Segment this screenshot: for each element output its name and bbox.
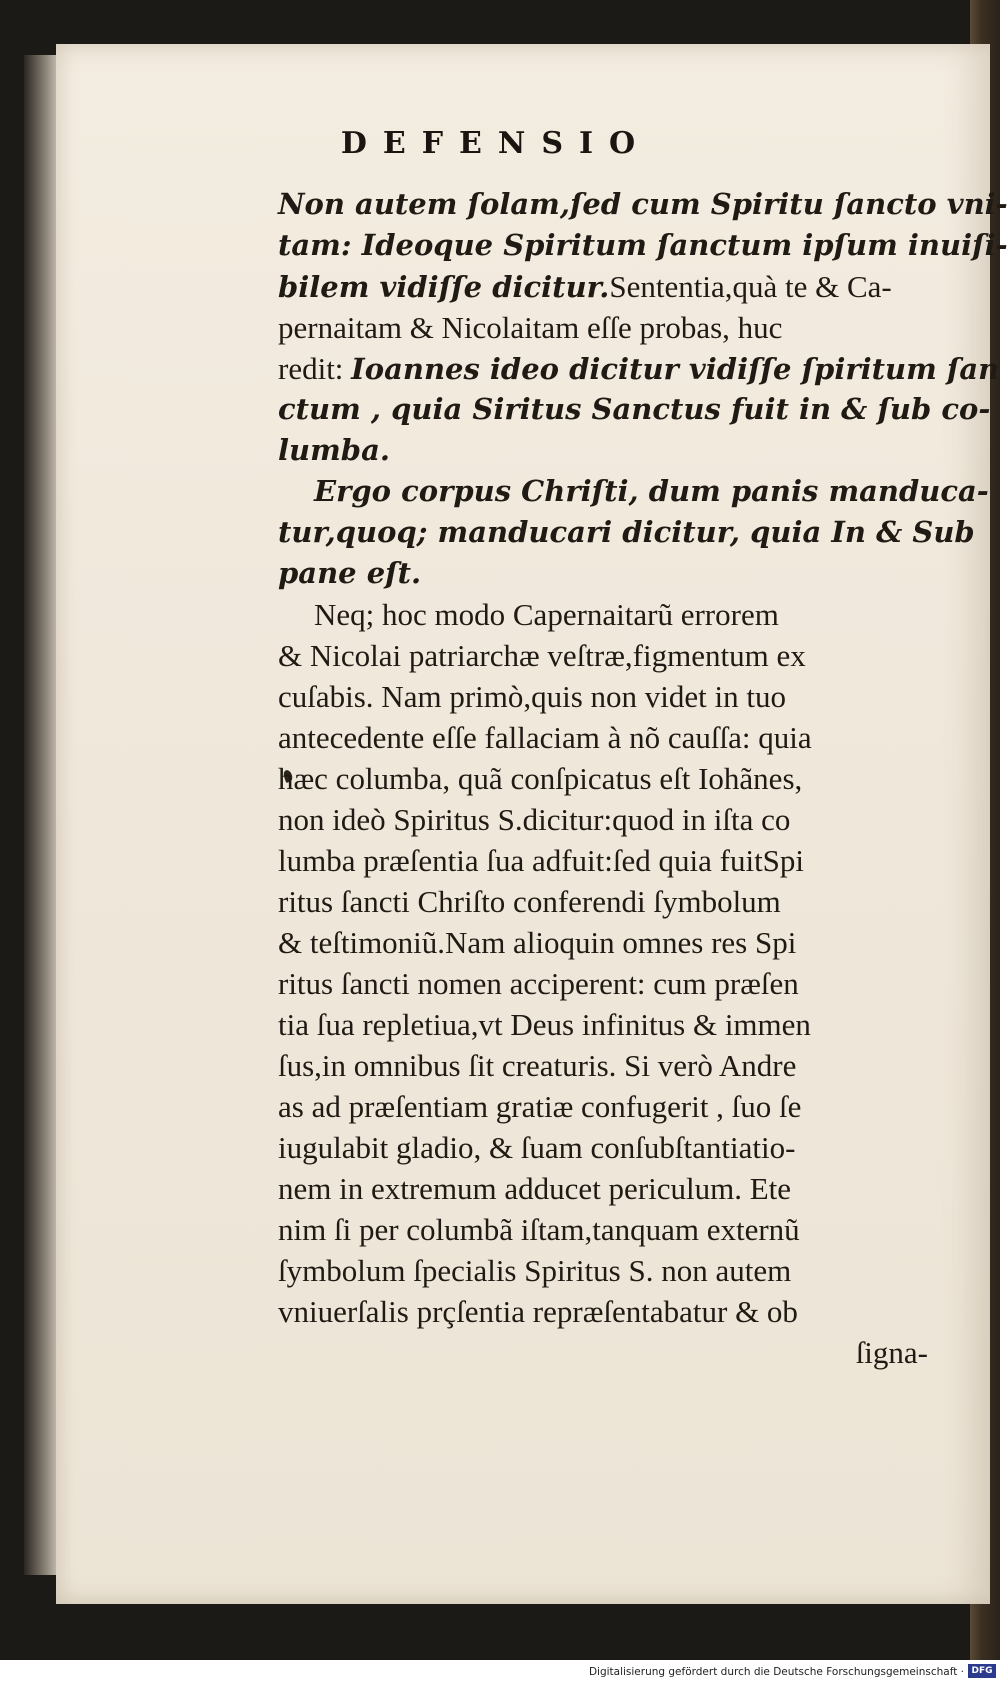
text-block bbox=[278, 184, 1008, 1373]
page-edge-left bbox=[24, 55, 60, 1575]
text-line: ſus,in omnibus ſit creaturis. Si verò Andre bbox=[278, 1048, 797, 1083]
text-line: nem in extremum adducet periculum. Ete bbox=[278, 1171, 792, 1206]
text-line: & Nicolai patriarchæ veſtræ,figmentum ex bbox=[278, 638, 806, 673]
text-line: lumba. bbox=[278, 433, 390, 467]
text-line: ctum , quia Siritus Sanctus fuit in & ſub co- bbox=[278, 392, 991, 426]
text-line: tam: Ideoque Spiritum ſanctum ipſum inuiſi- bbox=[278, 228, 1008, 262]
text-line: tia ſua repletiua,vt Deus infinitus & immen bbox=[278, 1007, 811, 1042]
text-line: nim ſi per columbã iſtam,tanquam externũ bbox=[278, 1212, 800, 1247]
text-line: bilem vidiſſe dicitur.Sententia,quà te & Ca- bbox=[278, 269, 892, 304]
text-line: Neq; hoc modo Capernaitarũ errorem bbox=[314, 597, 779, 632]
funding-credit: Digitalisierung gefördert durch die Deutsche Forschungsgemeinschaft · bbox=[588, 1666, 964, 1678]
text-line: tur,quoq; manducari dicitur, quia In & Sub bbox=[278, 515, 975, 549]
running-head: DEFENSIO bbox=[340, 126, 652, 161]
text-line: pernaitam & Nicolaitam eſſe probas, huc bbox=[278, 310, 783, 345]
text-line: ſymbolum ſpecialis Spiritus S. non autem bbox=[278, 1253, 792, 1288]
text-line: ritus ſancti nomen acciperent: cum præſen bbox=[278, 966, 799, 1001]
text-line: & teſtimoniũ.Nam alioquin omnes res Spi bbox=[278, 925, 797, 960]
text-line: ritus ſancti Chriſto conferendi ſymbolum bbox=[278, 884, 781, 919]
text-line: as ad præſentiam gratiæ confugerit , ſuo ſe bbox=[278, 1089, 802, 1124]
text-line: hæc columba, quã conſpicatus eſt Iohãnes, bbox=[278, 761, 803, 796]
text-line: iugulabit gladio, & ſuam conſubſtantiatio- bbox=[278, 1130, 796, 1165]
text-line: antecedente eſſe fallaciam à nõ cauſſa: quia bbox=[278, 720, 812, 755]
text-line: non ideò Spiritus S.dicitur:quod in iſta co bbox=[278, 802, 791, 837]
text-line: cuſabis. Nam primò,quis non videt in tuo bbox=[278, 679, 787, 714]
text-line: lumba præſentia ſua adfuit:ſed quia fuitSpi bbox=[278, 843, 805, 878]
text-line: vniuerſalis prçſentia repræſentabatur & ob bbox=[278, 1294, 798, 1329]
text-line: Ergo corpus Chriſti, dum panis manduca- bbox=[314, 474, 989, 508]
text-line: pane eſt. bbox=[278, 556, 422, 590]
dfg-logo-icon: DFG bbox=[968, 1664, 996, 1678]
footer-bar bbox=[0, 1660, 1000, 1681]
catchword: ſigna- bbox=[855, 1335, 928, 1370]
book-page bbox=[56, 44, 1008, 1604]
text-line: Non autem ſolam,ſed cum Spiritu ſancto vni- bbox=[278, 187, 1008, 221]
text-line: redit: Ioannes ideo dicitur vidiſſe ſpiritum ſan bbox=[278, 351, 1000, 386]
